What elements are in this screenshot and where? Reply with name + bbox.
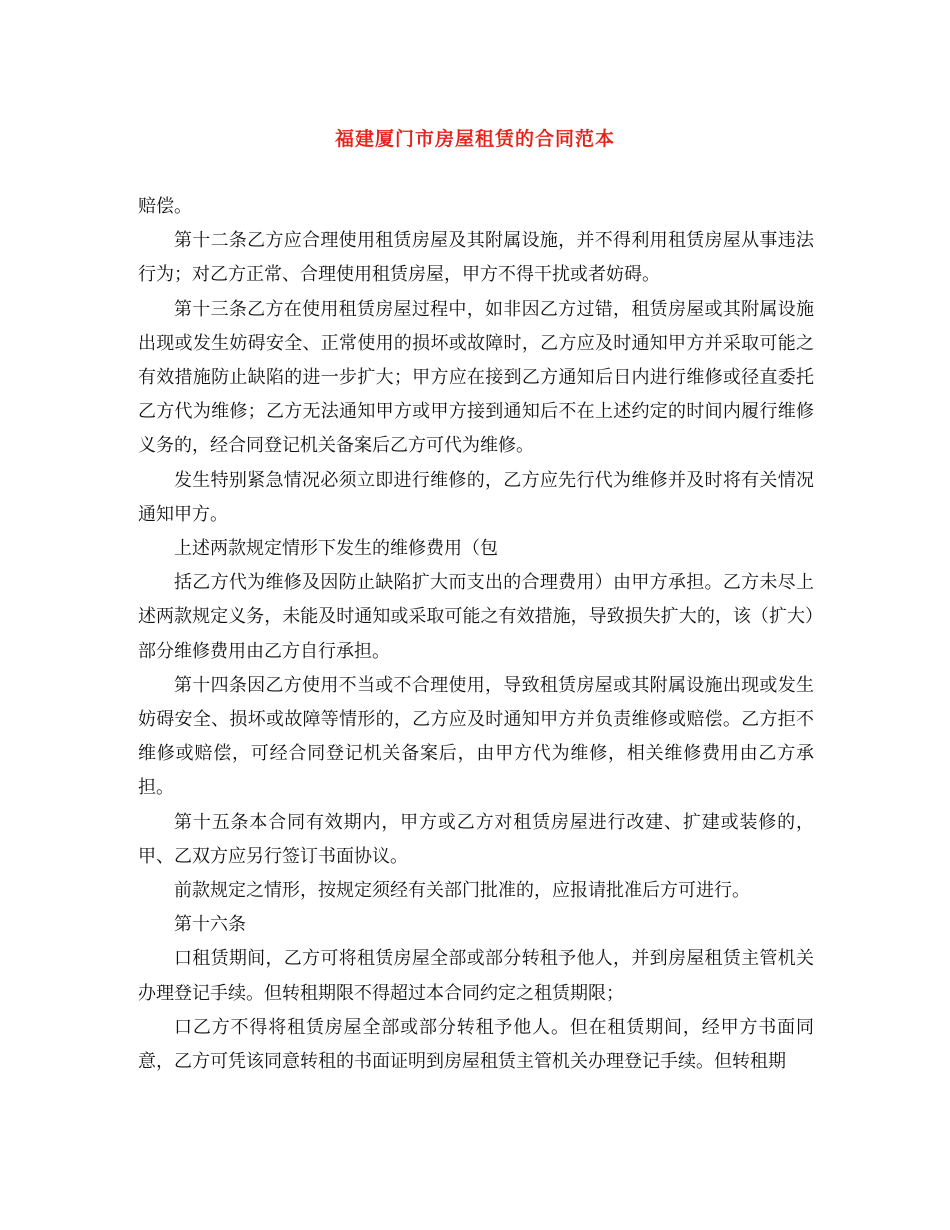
paragraph-sublease-option-1: 口租赁期间，乙方可将租赁房屋全部或部分转租予他人，并到房屋租赁主管机关办理登记手续。但转租期限不得超过本合同约定之租赁期限； bbox=[138, 948, 814, 1004]
paragraph-repair-costs-start: 上述两款规定情形下发生的维修费用（包 bbox=[174, 538, 498, 560]
document-title: 福建厦门市房屋租赁的合同范本 bbox=[334, 128, 615, 150]
paragraph-approval: 前款规定之情形，按规定须经有关部门批准的，应报请批准后方可进行。 bbox=[174, 880, 750, 902]
document-body bbox=[138, 190, 814, 1079]
paragraph-article-14: 第十四条因乙方使用不当或不合理使用，导致租赁房屋或其附属设施出现或发生妨碍安全、损坏或故障等情形的，乙方应及时通知甲方并负责维修或赔偿。乙方拒不维修或赔偿，可经合同登记机关备案后，由甲方代为维修，相关维修费用由乙方承担。 bbox=[138, 674, 814, 799]
paragraph-article-12: 第十二条乙方应合理使用租赁房屋及其附属设施，并不得利用租赁房屋从事违法行为；对乙方正常、合理使用租赁房屋，甲方不得干扰或者妨碍。 bbox=[138, 230, 814, 286]
paragraph-sublease-option-2: 口乙方不得将租赁房屋全部或部分转租予他人。但在租赁期间，经甲方书面同意，乙方可凭该同意转租的书面证明到房屋租赁主管机关办理登记手续。但转租期 bbox=[138, 1016, 814, 1073]
paragraph-article-13: 第十三条乙方在使用租赁房屋过程中，如非因乙方过错，租赁房屋或其附属设施出现或发生妨碍安全、正常使用的损坏或故障时，乙方应及时通知甲方并采取可能之有效措施防止缺陷的进一步扩大；甲方应在接到乙方通知后日内进行维修或径直委托乙方代为维修；乙方无法通知甲方或甲方接到通知后不在上述约定的时间内履行维修义务的，经合同登记机关备案后乙方可代为维修。 bbox=[138, 298, 814, 457]
paragraph-article-16: 第十六条 bbox=[174, 914, 246, 936]
paragraph-article-15: 第十五条本合同有效期内，甲方或乙方对租赁房屋进行改建、扩建或装修的，甲、乙双方应另行签订书面协议。 bbox=[138, 811, 814, 867]
paragraph-emergency-repair: 发生特别紧急情况必须立即进行维修的，乙方应先行代为维修并及时将有关情况通知甲方。 bbox=[138, 469, 814, 525]
paragraph-continuation: 赔偿。 bbox=[138, 196, 192, 217]
paragraph-repair-costs-continued: 括乙方代为维修及因防止缺陷扩大而支出的合理费用）由甲方承担。乙方未尽上述两款规定义务，未能及时通知或采取可能之有效措施，导致损失扩大的，该（扩大）部分维修费用由乙方自行承担。 bbox=[138, 572, 814, 662]
